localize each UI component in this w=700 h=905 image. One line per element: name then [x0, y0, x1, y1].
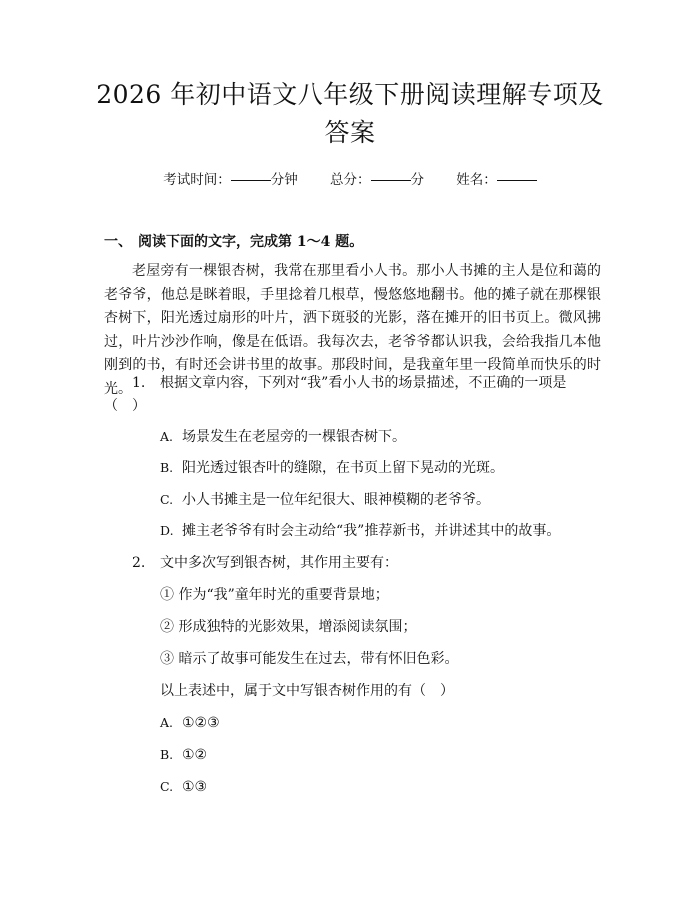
- question-2: [104, 552, 601, 575]
- question-1: [104, 372, 601, 418]
- question-2-option-a: [160, 713, 220, 733]
- option-text: ①③: [182, 779, 208, 795]
- option-letter: B.: [160, 747, 174, 762]
- question-2-stem: 文中多次写到银杏树，其作用主要有：: [160, 555, 398, 571]
- option-letter: D.: [160, 523, 174, 538]
- name-field: [456, 168, 537, 188]
- question-2-statement-3: ③ 暗示了故事可能发生在过去，带有怀旧色彩。: [160, 651, 459, 667]
- question-2-number: 2.: [132, 555, 146, 571]
- section-1-heading: [104, 231, 363, 251]
- reading-passage: 老屋旁有一棵银杏树，我常在那里看小人书。那小人书摊的主人是位和蔼的老爷爷，他总是眯着眼，手里捻着几根草，慢悠悠地翻书。他的摊子就在那棵银杏树下，阳光透过扇形的叶片，洒下斑驳的光影，落在摊开的旧书页上。微风拂过，叶片沙沙作响，像是在低语。我每次去，老爷爷都认识我，会给我指几本他刚到的书，有时还会讲书里的故事。那段时间，是我童年里一段简单而快乐的时光。: [104, 263, 601, 397]
- total-score-field: [330, 168, 424, 188]
- exam-time-unit: 分钟: [270, 172, 298, 188]
- total-score-label: 总分：: [330, 172, 371, 188]
- title-line-1: 2026 年初中语文八年级下册阅读理解专项及: [96, 80, 604, 109]
- total-score-blank: [371, 179, 411, 181]
- option-letter: C.: [160, 779, 174, 794]
- question-1-number: 1.: [132, 375, 146, 391]
- question-2-statement-2: ② 形成独特的光影效果，增添阅读氛围；: [160, 619, 417, 635]
- question-2-statement-1: ① 作为“我”童年时光的重要背景地；: [160, 587, 389, 603]
- question-1-stem: 根据文章内容，下列对“我”看小人书的场景描述，不正确的一项是（ ）: [104, 375, 567, 414]
- question-1-option-a: [160, 427, 406, 447]
- question-2-prompt: 以上表述中，属于文中写银杏树作用的有（ ）: [160, 683, 454, 699]
- section-1-number: 一、: [104, 234, 132, 250]
- title-line-2: 答案: [324, 118, 376, 147]
- option-letter: A.: [160, 429, 174, 444]
- exam-info-row: [0, 168, 700, 188]
- option-text: 阳光透过银杏叶的缝隙，在书页上留下晃动的光斑。: [182, 460, 504, 476]
- option-letter: A.: [160, 715, 174, 730]
- option-text: ①②: [182, 747, 208, 763]
- exam-time-label: 考试时间：: [163, 172, 231, 188]
- name-blank: [497, 179, 537, 181]
- exam-time-blank: [231, 179, 271, 181]
- section-1-instruction: 阅读下面的文字，完成第 1～4 题。: [138, 234, 364, 250]
- question-2-option-c: [160, 777, 207, 797]
- exam-time-field: [163, 168, 298, 188]
- option-text: ①②③: [182, 715, 220, 731]
- option-text: 摊主老爷爷有时会主动给“我”推荐新书，并讲述其中的故事。: [182, 523, 561, 539]
- total-score-unit: 分: [410, 172, 424, 188]
- option-text: 场景发生在老屋旁的一棵银杏树下。: [182, 429, 406, 445]
- question-1-option-c: [160, 490, 490, 510]
- question-2-option-b: [160, 745, 207, 765]
- question-1-option-b: [160, 458, 504, 478]
- document-title: [80, 76, 620, 152]
- name-label: 姓名：: [456, 172, 497, 188]
- option-letter: C.: [160, 492, 174, 507]
- option-letter: B.: [160, 460, 174, 475]
- option-text: 小人书摊主是一位年纪很大、眼神模糊的老爷爷。: [182, 492, 490, 508]
- question-1-option-d: [160, 521, 560, 541]
